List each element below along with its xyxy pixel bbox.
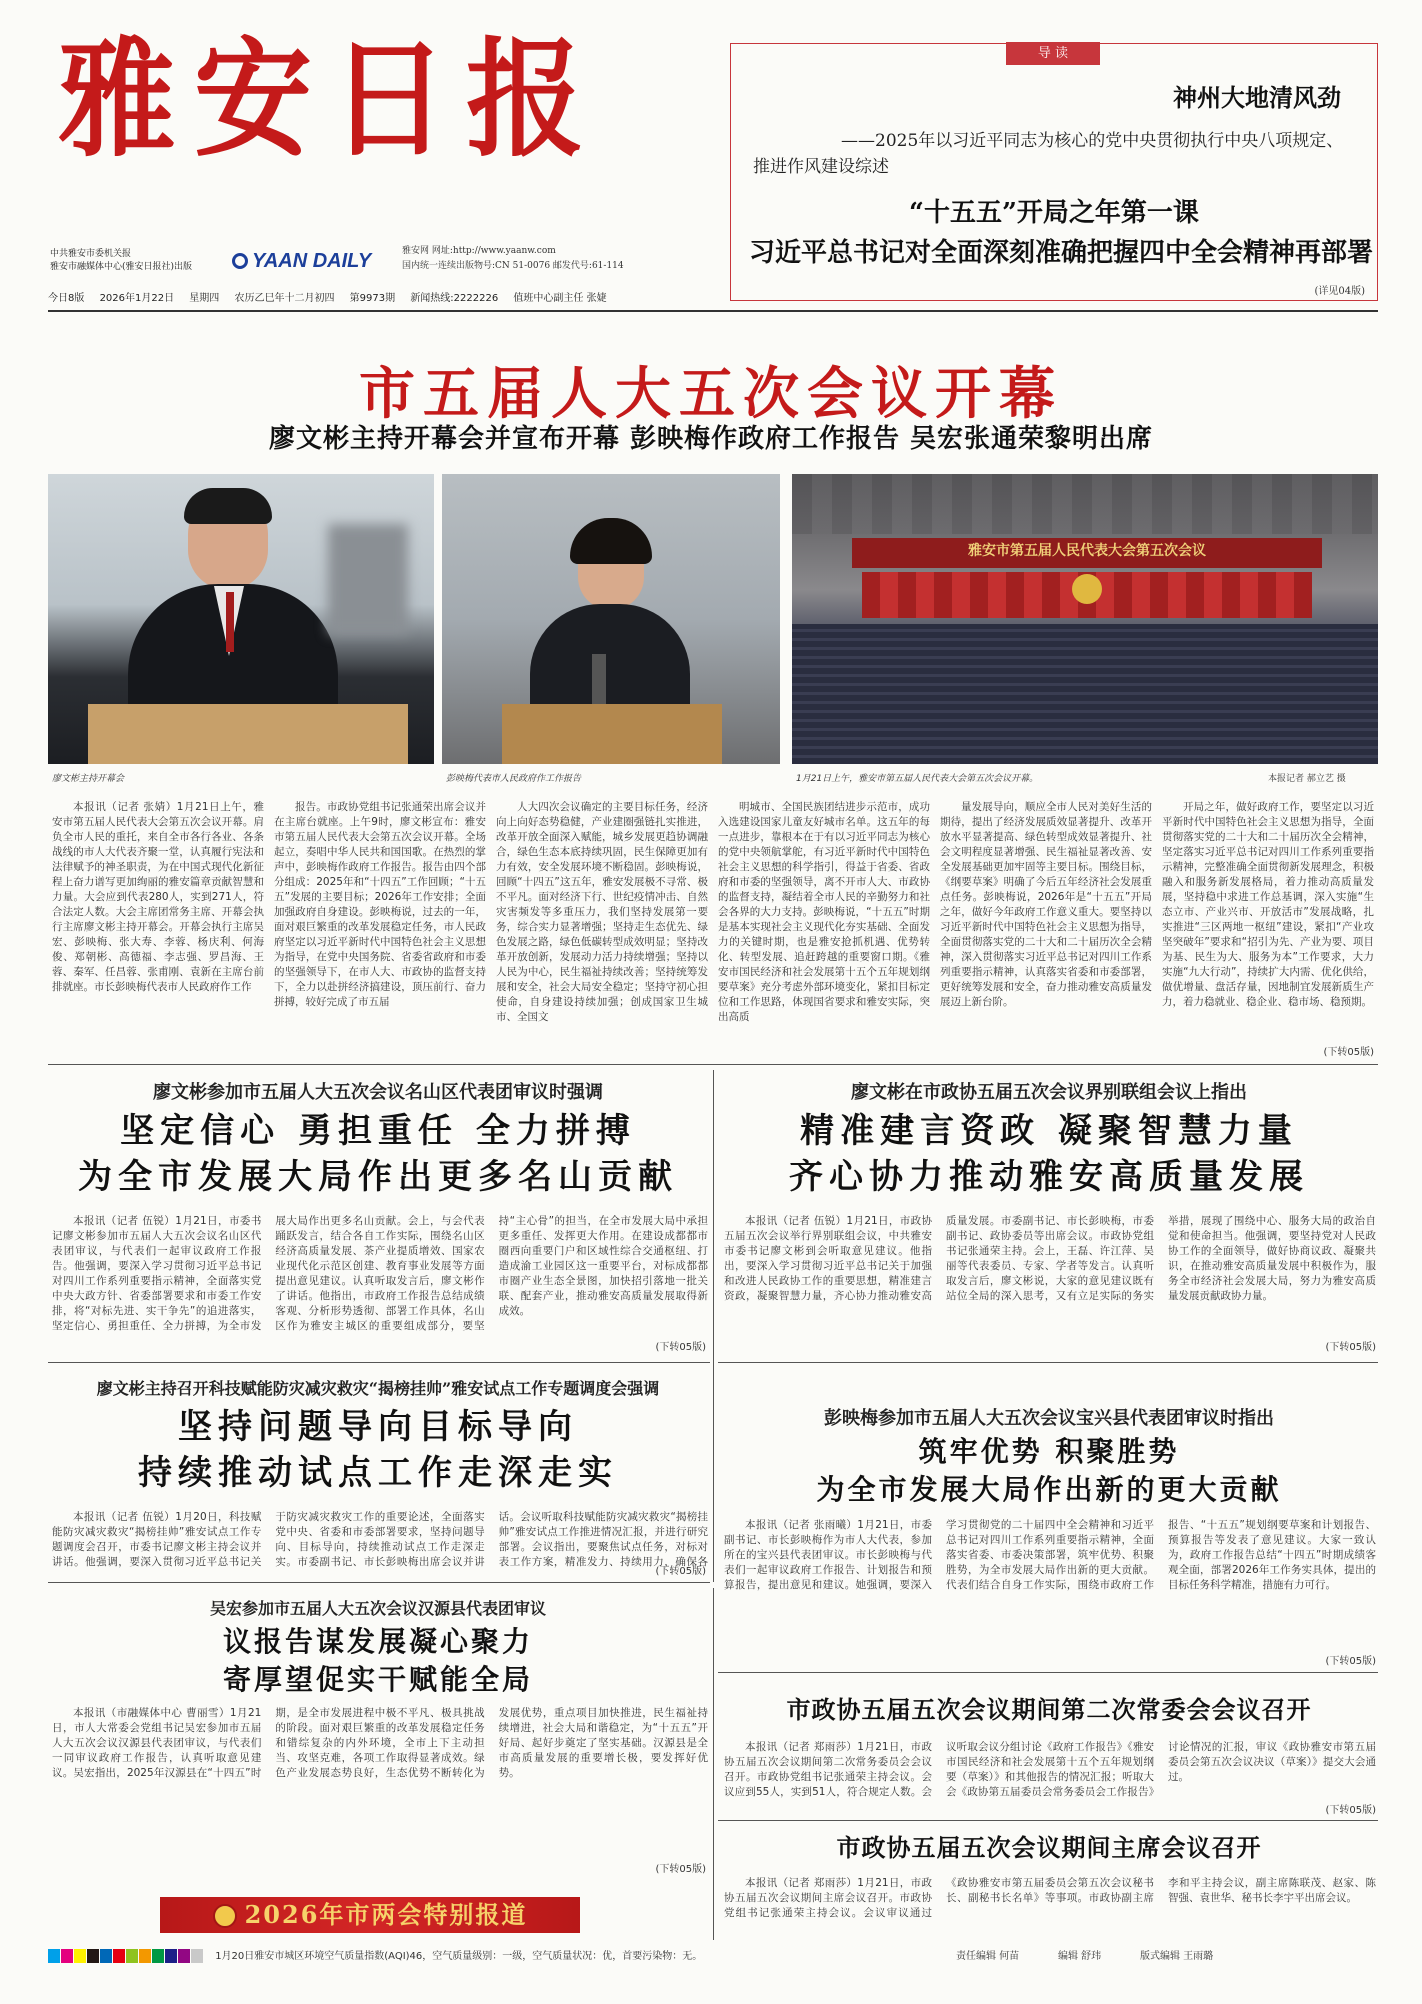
- divider: [718, 1672, 1378, 1673]
- air-quality: 1月20日雅安市城区环境空气质量指数(AQI)46，空气质量级别：一级，空气质量状况：优，首要污染物：无。: [215, 1951, 703, 1962]
- divider: [48, 1362, 710, 1363]
- photo-chair: [48, 474, 434, 764]
- story2-title2[interactable]: 齐心协力推动雅安高质量发展: [789, 1157, 1309, 1197]
- color-swatch: [139, 1949, 151, 1963]
- logo-mark-icon: [232, 253, 248, 269]
- story5-title1[interactable]: 议报告谋发展凝心聚力: [222, 1625, 533, 1658]
- guide-tag: 导 读: [1006, 42, 1100, 65]
- story5-kicker: 吴宏参加市五届人大五次会议汉源县代表团审议: [209, 1599, 546, 1618]
- story3-body: 本报讯（记者 伍锐）1月20日，科技赋能防灾减灾救灾“揭榜挂帅”雅安试点工作专题调度会召开，市委书记廖文彬主持会议并讲话。他强调，要深入贯彻习近平总书记关于防灾减灾救灾工作的重要论述，全面落实党中央、省委和市委部署要求，坚持问题导向、目标导向，持续推动试点工作走深走实。市委副书记、市长彭映梅出席会议并讲话。会议听取科技赋能防灾减灾救灾“揭榜挂帅”雅安试点工作推进情况汇报，并进行研究部署。会议指出，要聚焦试点任务，对标对表工作方案，精准发力、持续用力，确保各: [52, 1511, 708, 1568]
- editor2: 编辑 舒玮: [1058, 1951, 1102, 1962]
- story5-title2[interactable]: 寄厚望促实干赋能全局: [222, 1663, 533, 1696]
- divider: [713, 1070, 714, 1582]
- divider: [713, 1588, 714, 1940]
- color-swatch: [74, 1949, 86, 1963]
- newspaper-seal-icon: [528, 276, 538, 286]
- lead-subheadline: 廖文彬主持开幕会并宣布开幕 彭映梅作政府工作报告 吴宏张通荣黎明出席: [268, 424, 1154, 454]
- story3-title1[interactable]: 坚持问题导向目标导向: [178, 1407, 578, 1447]
- lead-more[interactable]: (下转05版): [1323, 1047, 1374, 1058]
- lead-headline[interactable]: 市五届人大五次会议开幕: [359, 361, 1063, 427]
- lead-col-6: 开局之年，做好政府工作，要坚定以习近平新时代中国特色社会主义思想为指导，全面贯彻落实党的二十大和二十届历次全会精神，坚定落实习近平总书记对四川工作系列重要指示精神，完整准确全面贯彻新发展理念，积极融入和服务新发展格局，着力推动高质量发展，坚持稳中求进工作总基调，深入实施“生态立市、产业兴市、开放活市”发展战略，扎实推进“三区两地一枢纽”建设，紧扣“产业攻坚突破年”要求和“招引为先、产业为要、项目为基、民生为大、服务为本”工作要求，大力实施“九大行动”，持续扩大内需、优化供给，做优增量、盘活存量，因地制宜发展新质生产力，着力稳就业、稳企业、稳市场、稳预期。: [1162, 801, 1374, 1008]
- color-swatch: [87, 1949, 99, 1963]
- story6-more[interactable]: (下转05版): [1325, 1805, 1376, 1816]
- color-swatch: [113, 1949, 125, 1963]
- story1-more[interactable]: (下转05版): [655, 1342, 706, 1353]
- color-swatch: [100, 1949, 112, 1963]
- story7-title[interactable]: 市政协五届五次会议期间主席会议召开: [836, 1833, 1262, 1862]
- guide-box: [730, 43, 1378, 301]
- story1-title2[interactable]: 为全市发展大局作出更多名山贡献: [78, 1157, 678, 1197]
- emblem-icon: [213, 1904, 237, 1928]
- color-swatch: [152, 1949, 164, 1963]
- story4-body: 本报讯（记者 张雨曦）1月21日，市委副书记、市长彭映梅作为市人大代表，参加所在的宝兴县代表团审议。市长彭映梅与代表们一起审议政府工作报告、计划报告和预算报告，提出意见和建议。她强调，要深入学习贯彻党的二十届四中全会精神和习近平总书记对四川工作系列重要指示精神，全面落实省委、市委决策部署，筑牢优势、积聚胜势，为全市发展大局作出新的更大贡献。代表们结合自身工作实际，围绕市政府工作报告、“十五五”规划纲要草案和计划报告、预算报告等发表了意见建议。大家一致认为，政府工作报告总结“十四五”时期成绩客观全面，部署2026年工作务实具体，提出的目标任务科学精准，措施有力可行。: [724, 1519, 1376, 1591]
- story6-body: 本报讯（记者 郑雨莎）1月21日，市政协五届五次会议期间第二次常务委员会会议召开。市政协党组书记张通荣主持会议。会议应到55人，实到51人，符合规定人数。会议听取会议分组讨论《政府工作报告》《雅安市国民经济和社会发展第十五个五年规划纲要（草案）》和其他报告的情况汇报；听取大会《政协第五届委员会常务委员会工作报告》讨论情况的汇报，审议《政协雅安市第五届委员会第五次会议决议（草案）》提交大会通过。: [724, 1741, 1376, 1798]
- story3-title2[interactable]: 持续推动试点工作走深走实: [138, 1453, 618, 1493]
- color-swatch: [178, 1949, 190, 1963]
- story4-more[interactable]: (下转05版): [1325, 1656, 1376, 1667]
- layout-editor: 版式编辑 王雨璐: [1140, 1951, 1214, 1962]
- photo-speaker: [442, 474, 780, 764]
- caption-hall: 1月21日上午，雅安市第五届人民代表大会第五次会议开幕。: [796, 774, 1039, 784]
- story2-title1[interactable]: 精准建言资政 凝聚智慧力量: [800, 1111, 1298, 1151]
- story7-body: 本报讯（记者 郑雨莎）1月21日，市政协五届五次会议期间主席会议召开。市政协党组书记张通荣主持会议。会议审议通过《政协雅安市第五届委员会第五次会议秘书长、副秘书长名单》等事项。市政协副主席李和平主持会议，副主席陈联茂、赵家、陈智强、袁世华、秘书长李宇平出席会议。: [724, 1877, 1376, 1919]
- story5-body: 本报讯（市融媒体中心 曹丽雪）1月21日，市人大常委会党组书记吴宏参加市五届人大五次会议汉源县代表团审议，与代表们一同审议政府工作报告，认真听取意见建议。吴宏指出，2025年汉源县在“十四五”时期，是全市发展进程中极不平凡、极具挑战的阶段。面对艰巨繁重的改革发展稳定任务和错综复杂的内外环境，全市上下主动担当、攻坚克难，各项工作取得显著成效。绿色产业发展态势良好，生态优势不断转化为发展优势，重点项目加快推进，民生福祉持续增进，社会大局和谐稳定，为“十五五”开好局、起好步奠定了坚实基础。汉源县是全市高质量发展的重要增长极，要发挥好优势。: [52, 1707, 708, 1779]
- date-line: 今日8版 2026年1月22日 星期四 农历乙巳年十二月初四 第9973期 新闻热线:2222226 值班中心副主任 张婕: [48, 289, 1378, 312]
- divider: [718, 1820, 1378, 1821]
- publisher-info: 中共雅安市委机关报 雅安市融媒体中心(雅安日报社)出版: [50, 249, 193, 272]
- color-swatch: [165, 1949, 177, 1963]
- footer: [48, 1947, 1378, 1967]
- story5-more[interactable]: (下转05版): [655, 1864, 706, 1875]
- story1-title1[interactable]: 坚定信心 勇担重任 全力拼搏: [120, 1111, 636, 1151]
- story3-kicker: 廖文彬主持召开科技赋能防灾减灾救灾“揭榜挂帅”雅安试点工作专题调度会强调: [96, 1379, 660, 1398]
- guide-item1-title[interactable]: 神州大地清风劲: [1173, 83, 1341, 112]
- story4-title2[interactable]: 为全市发展大局作出新的更大贡献: [816, 1473, 1282, 1506]
- story6-title[interactable]: 市政协五届五次会议期间第二次常委会会议召开: [786, 1695, 1312, 1724]
- color-bar: [48, 1951, 204, 1962]
- story2-kicker: 廖文彬在市政协五届五次会议界别联组会议上指出: [851, 1082, 1247, 1103]
- color-swatch: [191, 1949, 203, 1963]
- caption-speaker: 彭映梅代表市人民政府作工作报告: [446, 774, 582, 784]
- editor: 责任编辑 何苗: [956, 1951, 1020, 1962]
- photo-hall: [792, 474, 1378, 764]
- color-swatch: [48, 1949, 60, 1963]
- lead-col-5: 量发展导向，顺应全市人民对美好生活的期待，提出了经济发展质效显著提升、改革开放水平显著提高、绿色转型成效显著提升、社会文明程度显著增强、民生福祉显著改善、安全发展基础更加牢固等主要目标。围绕目标，《纲要草案》明确了今后五年经济社会发展重点任务。彭映梅说，2026年是“十五五”开局之年，做好今年政府工作意义重大。要坚持以习近平新时代中国特色社会主义思想为指导，全面贯彻落实党的二十大和二十届历次全会精神，深入贯彻落实习近平总书记对四川工作系列重要指示精神，认真落实省委和市委部署，更好统筹发展和安全，奋力推动雅安高质量发展迈上新台阶。: [940, 801, 1152, 1008]
- publication-info: 雅安网 网址:http://www.yaanw.com 国内统一连续出版物号:CN 51-0076 邮发代号:61-114: [402, 246, 624, 271]
- story2-more[interactable]: (下转05版): [1325, 1342, 1376, 1353]
- guide-item1-sub[interactable]: ——2025年以习近平同志为核心的党中央贯彻执行中央八项规定、推进作风建设综述: [753, 131, 1344, 177]
- story4-title1[interactable]: 筑牢优势 积聚胜势: [918, 1435, 1180, 1468]
- divider: [718, 1362, 1378, 1363]
- story1-kicker: 廖文彬参加市五届人大五次会议名山区代表团审议时强调: [153, 1082, 603, 1103]
- divider: [48, 1582, 710, 1583]
- color-swatch: [61, 1949, 73, 1963]
- english-logo: YAAN DAILY: [232, 250, 371, 273]
- photo-credit: 本报记者 郝立艺 摄: [1268, 774, 1346, 784]
- caption-chair: 廖文彬主持开幕会: [52, 774, 125, 784]
- lead-col-1: 本报讯（记者 张婧）1月21日上午，雅安市第五届人民代表大会第五次会议开幕。肩负全市人民的重托，来自全市各行各业、各条战线的市人大代表齐聚一堂，认真履行宪法和法律赋予的神圣职责，为在中国式现代化新征程上奋力谱写更加绚丽的雅安篇章贡献智慧和力量。大会应到代表280人，实到271人，符合法定人数。大会主席团常务主席、开幕会执行主席廖文彬主持开幕会。开幕会执行主席吴宏、彭映梅、张大寿、李蓉、杨庆利、何海俊、郑朝彬、高德福、李志强、罗昌海、王蓉、秦军、任昌蓉、张甫刚、袁新在主席台前排就座。市长彭映梅代表市人民政府作工作: [52, 801, 264, 993]
- guide-item2-sub[interactable]: 习近平总书记对全面深刻准确把握四中全会精神再部署: [749, 238, 1374, 268]
- lead-col-2: 报告。市政协党组书记张通荣出席会议并在主席台就座。上午9时，廖文彬宣布：雅安市第五届人民代表大会第五次会议开幕。全场起立，奏唱中华人民共和国国歌。在热烈的掌声中，彭映梅作政府工作报告。报告由四个部分组成：2025年和“十四五”工作回顾；“十五五”发展的主要目标；2026年工作安排；全面加强政府自身建设。彭映梅说，过去的一年，面对艰巨繁重的改革发展稳定任务，市人民政府坚定以习近平新时代中国特色社会主义思想为指导，在党中央国务院、省委省政府和市委的坚强领导下，在市人大、市政协的监督支持下，全力以赴拼经济搞建设，顶压前行、奋力拼搏，较好完成了市五届: [274, 801, 486, 1008]
- guide-ref: (详见04版): [1314, 286, 1365, 297]
- lead-col-3: 人大四次会议确定的主要目标任务，经济向上向好态势稳健，产业建圈强链扎实推进，改革开放全面深入赋能，城乡发展更趋协调融合，绿色生态本底持续巩固，民生保障更加有力有效，安全发展环境不断稳固。彭映梅说，回顾“十四五”这五年，雅安发展极不寻常、极不平凡。面对经济下行、世纪疫情冲击、自然灾害频发等多重压力，我们坚持发展第一要务，综合实力显著增强；坚持走生态优先、绿色发展之路，绿色低碳转型成效明显；坚持改革开放创新，发展动力活力持续增强；坚持以人民为中心，民生福祉持续改善；坚持统筹发展和安全，社会大局安全稳定；坚持守初心担使命，自身建设持续加强；创成国家卫生城市、全国文: [496, 801, 708, 1023]
- guide-item2-title[interactable]: “十五五”开局之年第一课: [909, 198, 1199, 228]
- color-swatch: [126, 1949, 138, 1963]
- lead-col-4: 明城市、全国民族团结进步示范市，成功入选建设国家儿童友好城市名单。这五年的每一点进步，靠根本在于有以习近平同志为核心的党中央领航掌舵，有习近平新时代中国特色社会主义思想的科学指引，得益于省委、省政府和市委的坚强领导，离不开市人大、市政协的监督支持，凝结着全市人民的辛勤努力和社会各界的大力支持。彭映梅说，“十五五”时期是基本实现社会主义现代化夯实基础、全面发力的关键时期，也是雅安抢抓机遇、优势转化、转型发展、追赶跨越的重要窗口期。《雅安市国民经济和社会发展第十五个五年规划纲要草案》充分考虑外部环境变化，紧扣目标定位和工作思路，体现国省要求和雅安实际，突出高质: [718, 801, 930, 1023]
- masthead-title: 雅安日报: [58, 23, 603, 174]
- hall-banner: 雅安市第五届人民代表大会第五次会议: [968, 543, 1206, 559]
- story3-more[interactable]: (下转05版): [655, 1566, 706, 1577]
- story4-kicker: 彭映梅参加市五届人大五次会议宝兴县代表团审议时指出: [824, 1408, 1274, 1429]
- story1-body: 本报讯（记者 伍锐）1月21日，市委书记廖文彬参加市五届人大五次会议名山区代表团审议，与代表们一起审议政府工作报告。他强调，要深入学习贯彻习近平总书记对四川工作系列重要指示精神，全面落实党中央大政方针、省委部署要求和市委工作安排，将“对标先进、实干争先”的追进落实，坚定信心、勇担重任、全力拼搏，为全市发展大局作出更多名山贡献。会上，与会代表踊跃发言，结合各自工作实际，围绕名山区经济高质量发展、茶产业提质增效、国家农业现代化示范区创建、教育事业发展等方面提出意见建议。认真听取发言后，廖文彬作了讲话。他指出，市政府工作报告总结成绩客观、分析形势透彻、部署工作具体，名山区作为雅安主城区的重要组成部分，要坚持“主心骨”的担当，在全市发展大局中承担更多重任、发挥更大作用。在建设成都都市圈西向重要门户和区域性综合交通枢纽、打造成渝工业园区这一重要平台，对标成都都市圈产业生态全景图，加快招引落地一批关联、配套产业，推动雅安高质量发展取得新成效。: [52, 1215, 708, 1332]
- special-report-banner[interactable]: 2026年市两会特别报道: [160, 1897, 580, 1933]
- story2-body: 本报讯（记者 伍锐）1月21日，市政协五届五次会议举行界别联组会议，中共雅安市委书记廖文彬到会听取意见建议。他指出，要深入学习贯彻习近平总书记关于加强和改进人民政协工作的重要思想，精准建言资政，凝聚智慧力量，齐心协力推动雅安高质量发展。市委副书记、市长彭映梅，市委副书记、政协委员等出席会议。市政协党组书记张通荣主持。会上，王磊、许江萍、吴丽等代表委员、专家、学者等发言。认真听取发言后，廖文彬说，大家的意见建议既有站位全局的深入思考，又有立足实际的务实举措，展现了围绕中心、服务大局的政治自觉和使命担当。他强调，要坚持党对人民政协工作的全面领导，做好协商议政、凝聚共识，在推动雅安高质量发展中积极作为，服务全市经济社会发展大局，努力为雅安高质量发展贡献政协力量。: [724, 1215, 1376, 1302]
- divider: [48, 1064, 1378, 1065]
